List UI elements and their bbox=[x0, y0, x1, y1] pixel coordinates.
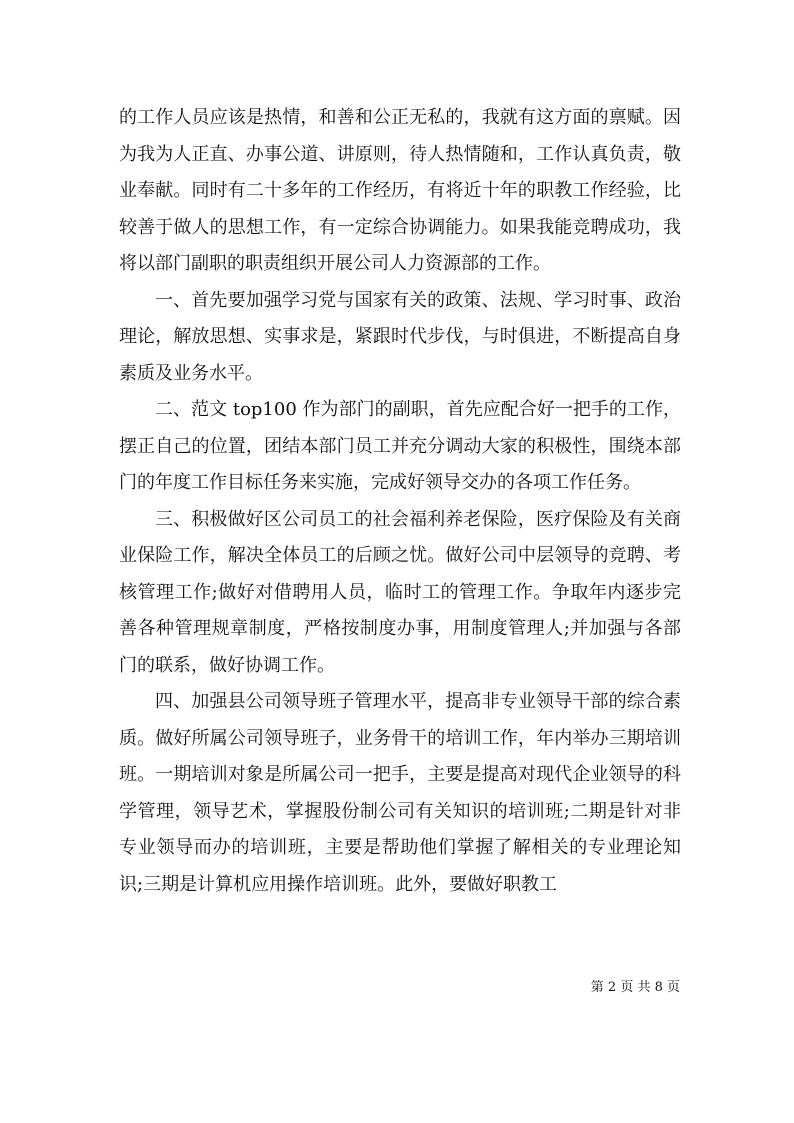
paragraph-2: 一、首先要加强学习党与国家有关的政策、法规、学习时事、政治理论，解放思想、实事求是，紧跟时代步伐，与时俱进，不断提高自身素质及业务水平。 bbox=[119, 289, 681, 384]
paragraph-1: 的工作人员应该是热情，和善和公正无私的，我就有这方面的禀赋。因为我为人正直、办事公道、讲原则，待人热情随和，工作认真负责，敬业奉献。同时有二十多年的工作经历，有将近十年的职教工作经验，比较善于做人的思想工作，有一定综合协调能力。如果我能竞聘成功，我将以部门副职的职责组织开展公司人力资源部的工作。 bbox=[119, 107, 681, 274]
body-text bbox=[119, 100, 681, 903]
paragraph-4: 三、积极做好区公司员工的社会福利养老保险，医疗保险及有关商业保险工作，解决全体员工的后顾之忧。做好公司中层领导的竞聘、考核管理工作;做好对借聘用人员，临时工的管理工作。争取年内逐步完善各种管理规章制度，严格按制度办事，用制度管理人;并加强与各部门的联系，做好协调工作。 bbox=[119, 508, 681, 676]
paragraph-5: 四、加强县公司领导班子管理水平，提高非专业领导干部的综合素质。做好所属公司领导班子，业务骨干的培训工作，年内举办三期培训班。一期培训对象是所属公司一把手，主要是提高对现代企业领导的科学管理，领导艺术，掌握股份制公司有关知识的培训班;二期是针对非专业领导而办的培训班，主要是帮助他们掌握了解相关的专业理论知识;三期是计算机应用操作培训班。此外，要做好职教工 bbox=[119, 691, 681, 895]
paragraph-3: 二、范文 top100 作为部门的副职，首先应配合好一把手的工作，摆正自己的位置，团结本部门员工并充分调动大家的积极性，围绕本部门的年度工作目标任务来实施，完成好领导交办的各项工作任务。 bbox=[119, 399, 681, 493]
page-number-footer: 第 2 页 共 8 页 bbox=[590, 980, 680, 995]
